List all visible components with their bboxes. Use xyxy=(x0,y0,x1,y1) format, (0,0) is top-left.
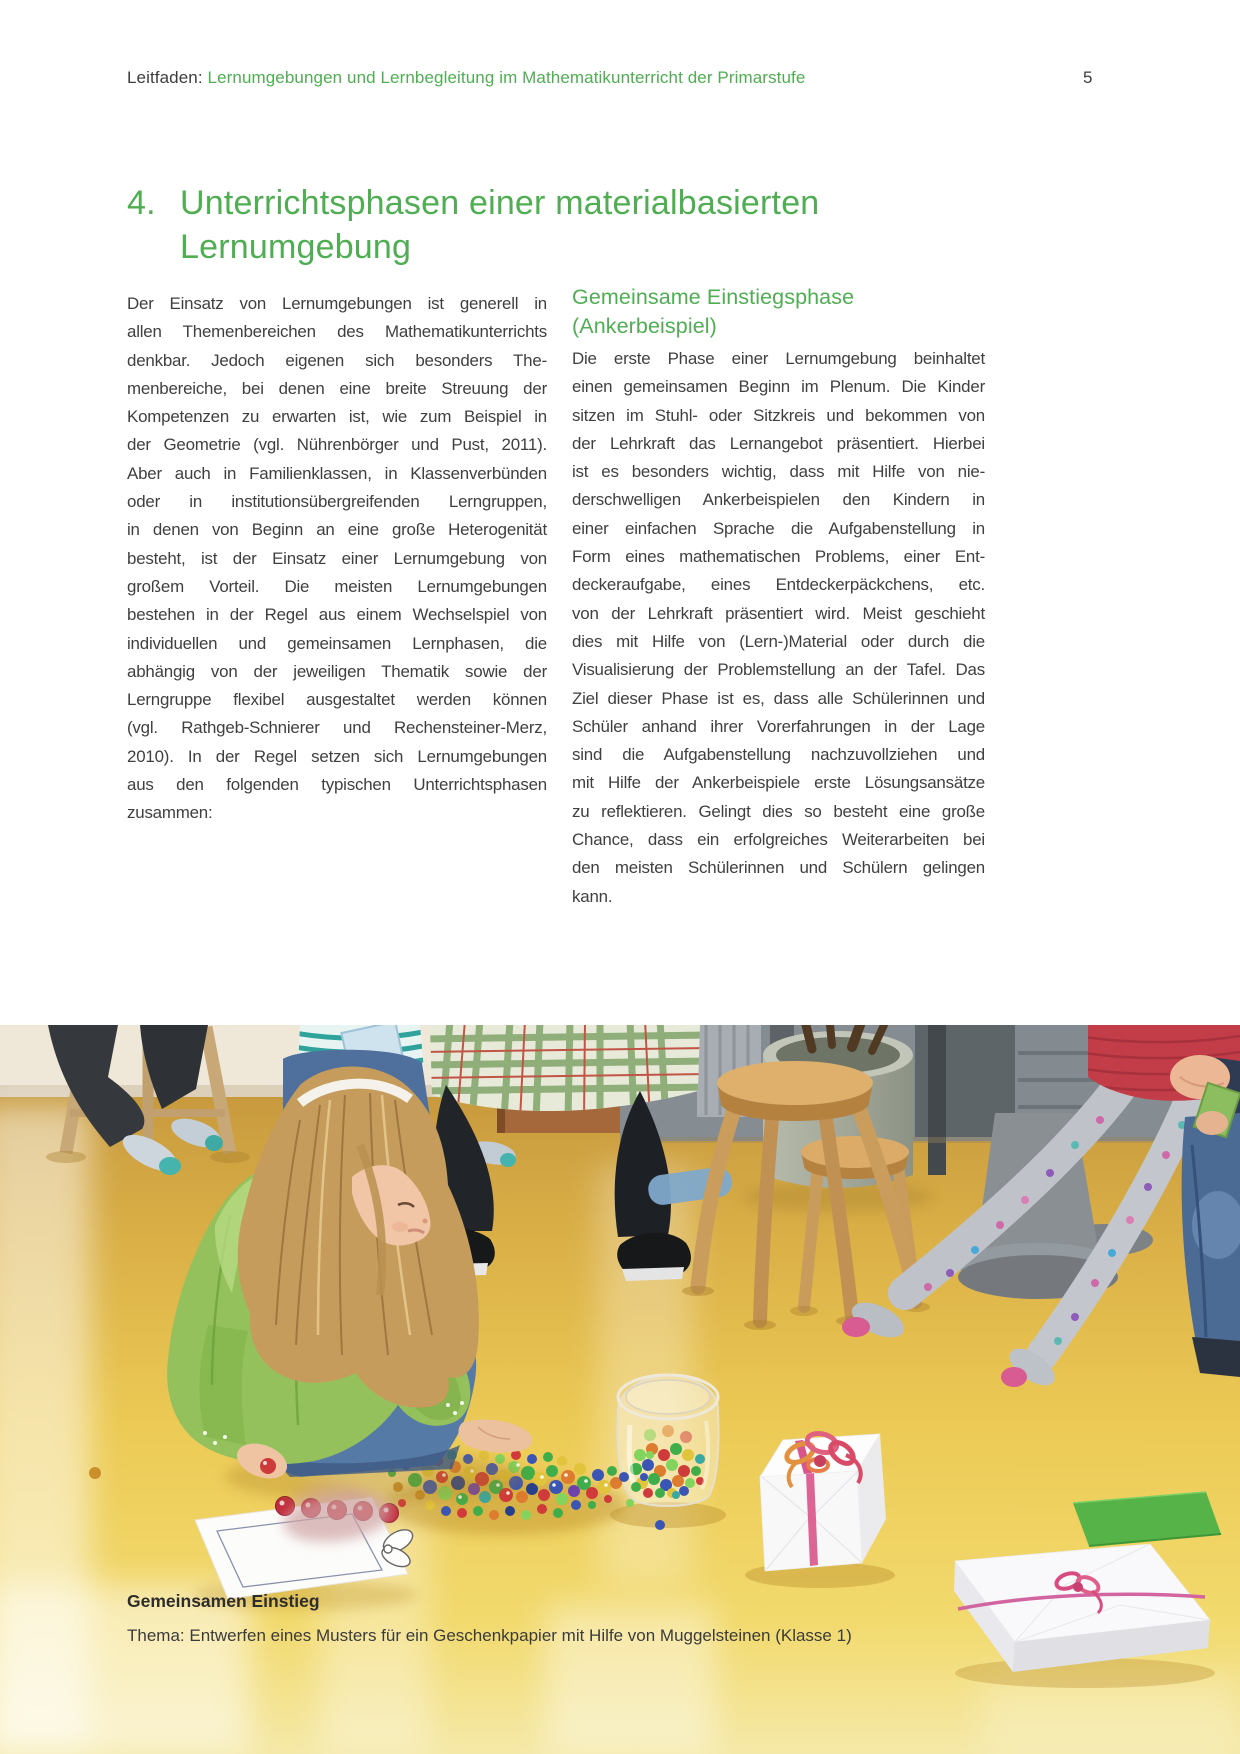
page-number: 5 xyxy=(1083,68,1093,87)
section-title-line1: Unterrichtsphasen einer materialbasierten xyxy=(180,184,820,222)
section-heading xyxy=(127,181,819,269)
sub-heading-line1: Gemeinsame Einstiegsphase xyxy=(572,285,855,309)
classroom-photo xyxy=(0,1025,1240,1754)
section-title-line2: Lernumgebung xyxy=(180,228,412,266)
left-column: Der Einsatz von Lernumgebungen ist generell in allen Themenbereichen des Mathematikunterrichts denkbar. Jedoch eigenen sich besonders The- menbereiche, bei denen eine breite Streuung der Kompetenzen zu erwarten ist, wie zum Beispiel in der Geometrie (vgl. Nührenbörger und Pust, 2011). Aber auch in Familienklassen, in Klassenverbünden oder in institutionsübergreifenden Lerngruppen, in denen von Beginn an eine große Heterogenität besteht, ist der Einsatz einer Lernumgebung von großem Vorteil. Die meisten Lernumgebungen bestehen in der Regel aus einem Wechselspiel von individuellen und gemeinsamen Lernphasen, die abhängig von der jeweiligen Thematik sowie der Lerngruppe flexibel ausgestaltet werden können (vgl. Rathgeb-Schnierer und Rechensteiner-Merz, 2010). In der Regel setzen sich Lernumgebungen aus den folgenden typischen Unterrichtsphasen zusammen: xyxy=(127,294,547,823)
running-header xyxy=(127,68,805,88)
header-title: Lernumgebungen und Lernbegleitung im Mathematikunterricht der Primarstufe xyxy=(207,68,806,87)
sub-heading xyxy=(572,283,985,341)
right-column-text: Die erste Phase einer Lernumgebung beinhaltet einen gemeinsamen Beginn im Plenum. Die Kinder sitzen im Stuhl- oder Sitzkreis und bekommen von der Lehrkraft das Lernangebot präsentiert. Hierbei ist es besonders wichtig, dass mit Hilfe von nie- derschwelligen Ankerbeispielen den Kindern in einer einfachen Sprache die Aufgabenstellung in Form eines mathematischen Problems, einer Ent- deckeraufgabe, eines Entdeckerpäckchens, etc. von der Lehrkraft präsentiert wird. Meist geschieht dies mit Hilfe von (Lern-)Material oder durch die Visualisierung der Problemstellung an der Tafel. Das Ziel dieser Phase ist es, dass alle Schülerinnen und Schüler anhand ihrer Vorerfahrungen in der Lage sind die Aufgabenstellung nachzuvollziehen und mit Hilfe der Ankerbeispiele erste Lösungsansätze zu reflektieren. Gelingt dies so besteht eine große Chance, dass ein erfolgreiches Weiterarbeiten bei den meisten Schülerinnen und Schülern gelingen kann. xyxy=(572,349,985,906)
photo-caption-title: Gemeinsamen Einstieg xyxy=(127,1591,320,1611)
right-column xyxy=(572,283,985,911)
section-title xyxy=(180,181,819,269)
sub-heading-line2: (Ankerbeispiel) xyxy=(572,314,717,338)
body-columns xyxy=(127,283,987,911)
header-prefix: Leitfaden: xyxy=(127,68,203,87)
section-number: 4. xyxy=(127,184,156,222)
photo-caption-text: Thema: Entwerfen eines Musters für ein Geschenkpapier mit Hilfe von Muggelsteinen (Klasse 1) xyxy=(127,1626,852,1645)
